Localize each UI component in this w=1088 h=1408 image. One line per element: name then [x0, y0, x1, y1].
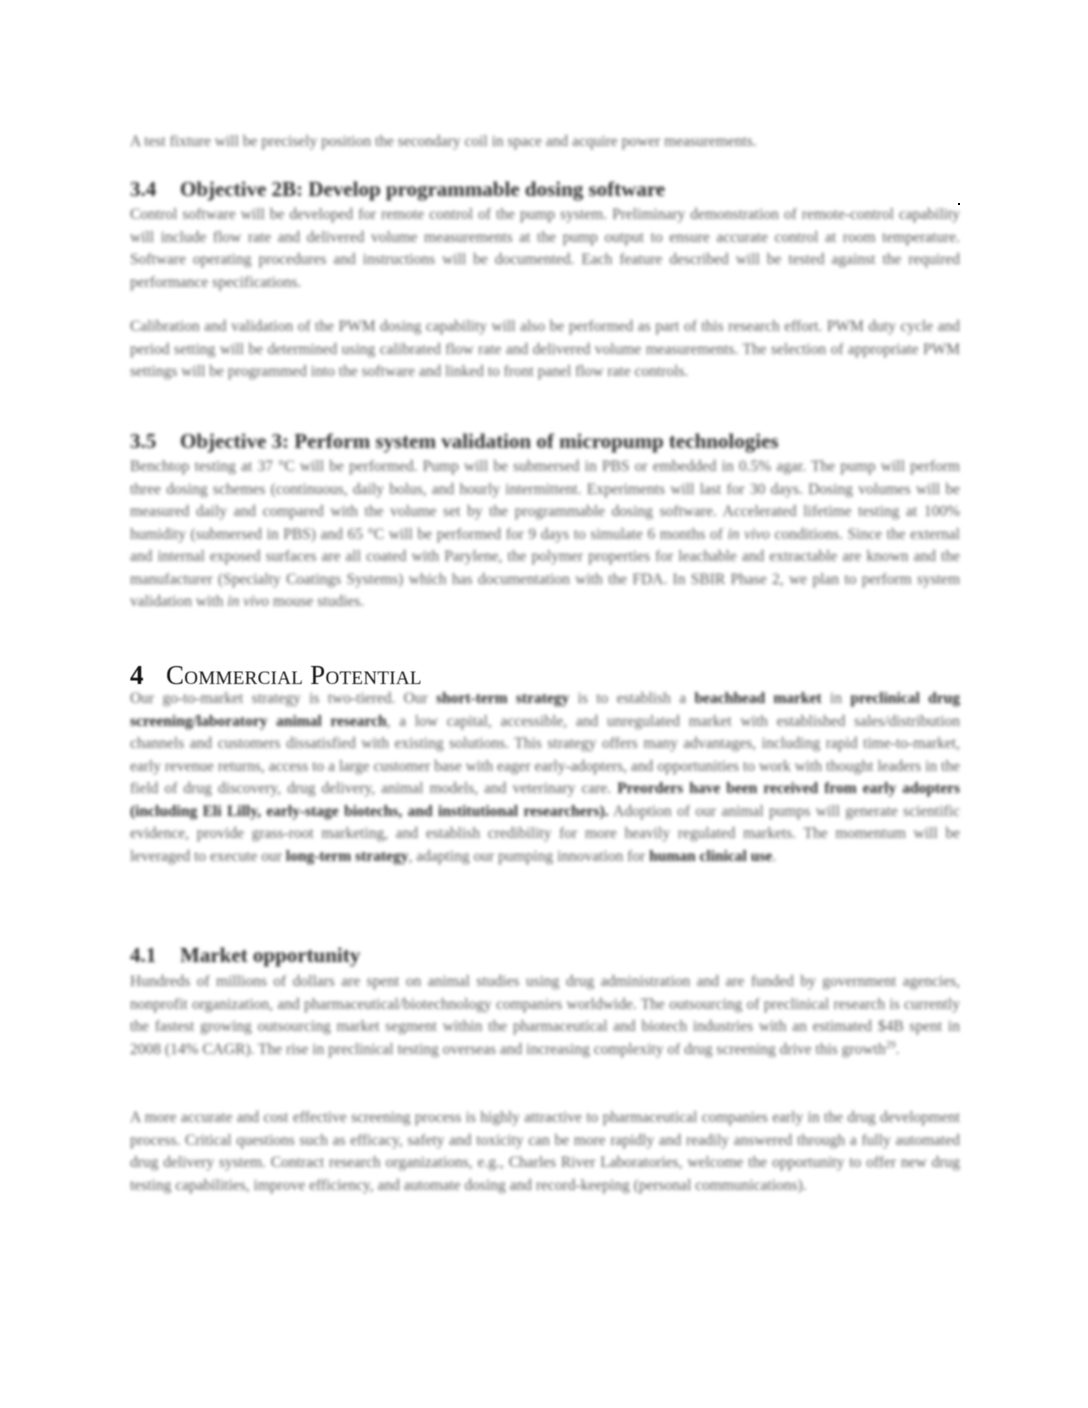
bold-text: Preorders have been received from early adopters (including Eli Lilly, early-stage biotechs, and institutional researchers).	[130, 780, 960, 820]
section-4-heading	[130, 660, 422, 691]
section-3-4-heading	[130, 177, 665, 202]
text-run: Benchtop testing at 37 °C will be performed. Pump will be submersed in PBS or embedded in 0.5% agar. The pump will perform three dosing schemes (continuous, daily bolus, and hourly intermittent. Experiments will last for 30 days. Dosing volumes will be measured daily and compared with the volume set by the programmable dosing software. Accelerated lifetime testing at 100% humidity (submersed in PBS) and 65 °C will be performed for 9 days to simulate 6 months of	[130, 458, 960, 543]
section-3-5-paragraph	[130, 456, 960, 614]
section-4-1-paragraph-2: A more accurate and cost effective screening process is highly attractive to pharmaceutical companies early in the drug development process. Critical questions such as efficacy, safety and toxicity can be more rapidly and readily answered through a fully automated drug delivery system. Contract research organizations, e.g., Charles River Laboratories, welcome the opportunity to offer new drug testing capabilities, improve efficiency, and automate dosing and record-keeping (personal communications).	[130, 1109, 960, 1194]
text-run: in	[821, 690, 851, 707]
bold-text: short-term strategy	[436, 690, 570, 707]
text-run: Hundreds of millions of dollars are spent on animal studies using drug administration and are funded by government agencies, nonprofit organization, and pharmaceutical/biotechnology companies worldwide. The outsourcing of preclinical research is currently the fastest growing outsourcing market segment within the pharmaceutical and biotech industries with an estimated $4B spent in 2008 (14% CAGR). The rise in preclinical testing overseas and increasing complexity of drug screening drive this growth	[130, 973, 960, 1058]
bold-text: long-term strategy	[285, 847, 409, 865]
text-run: , a low capital, accessible, and unregulated market with established sales/distribution channels and customers dissatisfied with existing solutions. This strategy offers many advantages, including rapid time-to-market, early revenue returns, access to a large customer base with eager early-adopters, and opportunities to work with thought leaders in the field of drug discovery, drug delivery, animal models, and veterinary care.	[130, 712, 960, 797]
bold-text: preclinical drug screening/laboratory animal research	[130, 690, 960, 730]
section-4-1-paragraph-1	[130, 971, 960, 1061]
text-run: , adapting our pumping innovation for	[408, 847, 650, 865]
section-4-paragraph	[130, 688, 960, 868]
citation-superscript: 29	[885, 1039, 896, 1051]
section-title: Objective 3: Perform system validation of micropump technologies	[180, 429, 779, 453]
section-3-4-paragraph-2: Calibration and validation of the PWM dosing capability will also be performed as part of this research effort. PWM duty cycle and period setting will be determined using calibrated flow rate and delivered volume measurements. The selection of appropriate PWM settings will be programmed into the software and linked to front panel flow rate controls.	[130, 318, 960, 380]
section-4-1-heading	[130, 943, 360, 968]
section-3-5-heading	[130, 429, 779, 454]
bold-text: human clinical use	[649, 847, 773, 865]
text-run: Our go-to-market strategy is two-tiered. Our	[130, 690, 437, 707]
section-number: 3.5	[130, 429, 157, 453]
text-run: conditions. Since the external and internal exposed surfaces are all coated with Parylene, the polymer properties for leachable and extractable are known and the manufacturer (Specialty Coatings Systems) which has documentation with the FDA. In SBIR Phase 2, we plan to perform system validation with	[130, 525, 960, 610]
text-run: is to establish a	[569, 690, 695, 707]
section-title: Objective 2B: Develop programmable dosing software	[180, 177, 666, 201]
section-3-4-paragraph-1: Control software will be developed for remote control of the pump system. Preliminary demonstration of remote-control capability will include flow rate and delivered volume measurements at the pump output to ensure accurate control at room temperature. Software operating procedures and instructions will be documented. Each feature described will be tested against the required performance specifications.	[130, 206, 960, 291]
bold-text: beachhead market	[694, 690, 822, 707]
italic-text: in vivo	[727, 525, 770, 543]
text-run: .	[895, 1040, 900, 1058]
text-run: .	[772, 847, 777, 865]
section-number: 3.4	[130, 177, 157, 201]
section-number: 4	[130, 660, 144, 690]
text-run: Adoption of our animal pumps will generate scientific evidence, provide grass-root marketing, and establish credibility for more heavily regulated markets. The momentum will be leveraged to execute our	[130, 802, 960, 865]
text-run: mouse studies.	[269, 593, 365, 610]
section-title: Commercial Potential	[166, 660, 422, 690]
section-title: Market opportunity	[180, 943, 361, 967]
italic-text: in vivo	[227, 593, 270, 610]
section-number: 4.1	[130, 943, 157, 967]
intro-paragraph: A test fixture will be precisely position the secondary coil in space and acquire power measurements.	[130, 133, 757, 150]
